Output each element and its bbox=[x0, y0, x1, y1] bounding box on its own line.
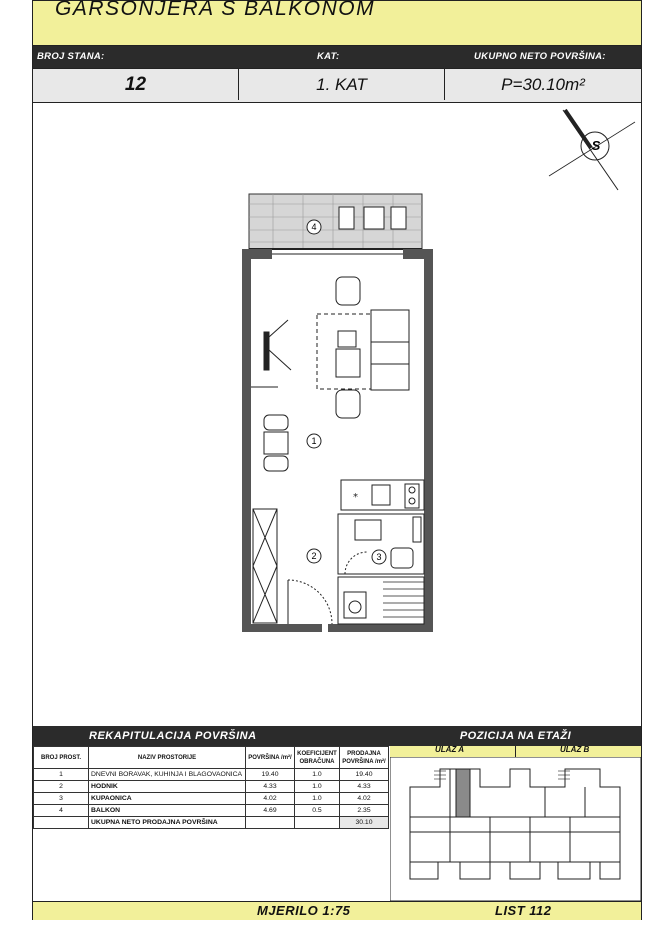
north-arrow-icon bbox=[549, 110, 635, 190]
floor-position-diagram bbox=[390, 757, 641, 901]
entrance-b-label: ULAZ B bbox=[560, 745, 590, 754]
room-marker-2: 2 bbox=[311, 551, 317, 561]
floor-plan-area bbox=[33, 102, 641, 725]
footer-bar bbox=[33, 901, 641, 920]
col-room-no: BROJ PROST. bbox=[34, 747, 89, 769]
room-marker-4: 4 bbox=[311, 222, 317, 232]
info-header-row bbox=[33, 46, 641, 68]
sheet-number: LIST 112 bbox=[495, 903, 552, 918]
table-row: 1 DNEVNI BORAVAK, KUHINJA I BLAGOVAONICA 19.40 1.0 19.40 bbox=[34, 769, 389, 781]
compass-letter: S bbox=[591, 138, 601, 153]
room-marker-1: 1 bbox=[311, 436, 317, 446]
table-row: 4 BALKON 4.69 0.5 2.35 bbox=[34, 805, 389, 817]
info-values-row bbox=[33, 68, 641, 103]
room-marker-3: 3 bbox=[376, 552, 382, 562]
summary-section bbox=[33, 726, 641, 901]
scale-label: MJERILO 1:75 bbox=[257, 903, 351, 918]
living-room-furniture bbox=[251, 277, 409, 471]
table-total-row: UKUPNA NETO PRODAJNA POVRŠINA 30.10 bbox=[34, 817, 389, 829]
title-bar bbox=[33, 1, 641, 46]
area-recap-table bbox=[33, 746, 389, 829]
balcony bbox=[249, 194, 422, 249]
table-row: 3 KUPAONICA 4.02 1.0 4.02 bbox=[34, 793, 389, 805]
col-room-name: NAZIV PROSTORIJE bbox=[89, 747, 246, 769]
floor-position-title: POZICIJA NA ETAŽI bbox=[390, 726, 641, 746]
svg-text:*: * bbox=[353, 492, 358, 503]
wardrobe bbox=[253, 509, 277, 623]
entrance-a-label: ULAZ A bbox=[435, 745, 465, 754]
col-sale-area: PRODAJNA POVRŠINA /m²/ bbox=[340, 747, 389, 769]
current-unit-highlight bbox=[456, 769, 470, 817]
kitchen-counter bbox=[341, 480, 424, 510]
bathroom bbox=[338, 514, 424, 574]
apartment-type-title: GARSONJERA S BALKONOM bbox=[55, 0, 376, 20]
net-area-label: UKUPNO NETO POVRŠINA: bbox=[474, 51, 606, 62]
plan-sheet bbox=[32, 0, 642, 920]
floor-label: KAT: bbox=[317, 51, 340, 62]
area-recap-title: REKAPITULACIJA POVRŠINA bbox=[33, 726, 390, 746]
entrance-labels bbox=[390, 746, 641, 757]
col-coefficient: KOEFICIJENT OBRAČUNA bbox=[295, 747, 340, 769]
col-area: POVRŠINA /m²/ bbox=[246, 747, 295, 769]
table-row: 2 HODNIK 4.33 1.0 4.33 bbox=[34, 781, 389, 793]
utility-area bbox=[338, 577, 424, 624]
net-area-value: P=30.10m² bbox=[501, 75, 585, 94]
unit-number-label: BROJ STANA: bbox=[37, 51, 105, 62]
entrance-door bbox=[288, 580, 332, 624]
floor-value: 1. KAT bbox=[316, 75, 367, 94]
unit-number-value: 12 bbox=[124, 74, 147, 95]
floor-plan-drawing bbox=[33, 102, 641, 725]
